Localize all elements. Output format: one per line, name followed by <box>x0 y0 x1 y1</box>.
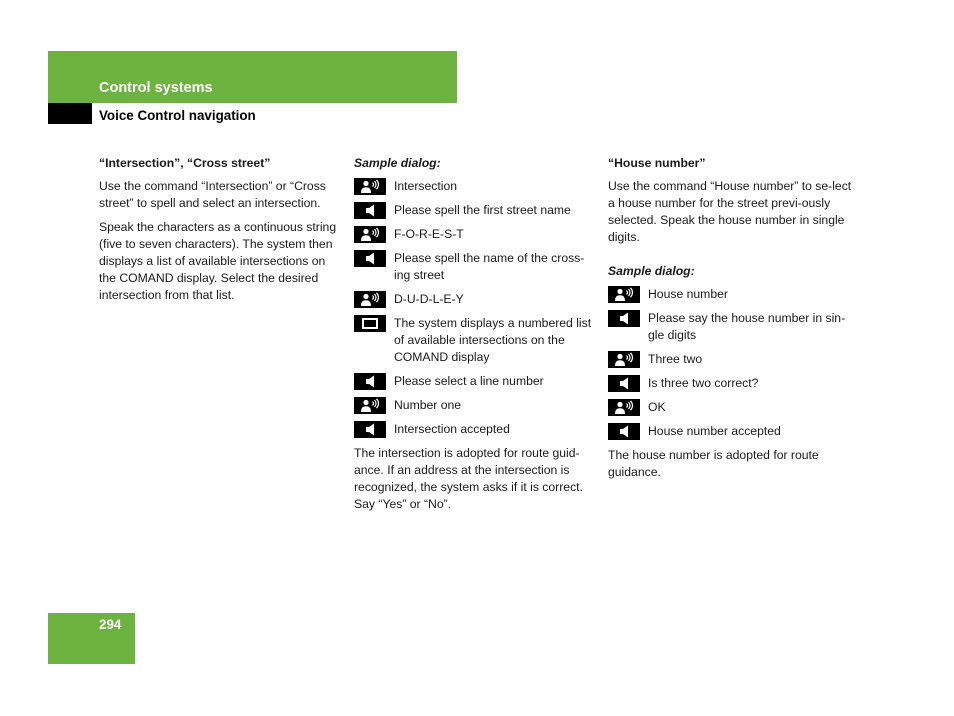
dialog-step <box>354 178 594 195</box>
dialog-list <box>354 178 594 438</box>
dialog-text: Number one <box>394 398 462 412</box>
dialog-text: The system displays a numbered list of available intersections on the COMAND display <box>394 316 592 364</box>
dialog-step <box>608 399 853 416</box>
dialog-step <box>608 351 853 368</box>
dialog-text: House number <box>648 287 728 301</box>
intersection-paragraph-1: Use the command “Intersection” or “Cross street” to spell and select an intersection. <box>99 179 326 210</box>
system-speaker-icon <box>354 250 386 267</box>
house-number-closing-text: The house number is adopted for route guidance. <box>608 448 819 479</box>
dialog-step <box>354 373 594 390</box>
black-tab-marker <box>48 103 92 124</box>
dialog-text: Please say the house number in sin-gle digits <box>648 311 846 342</box>
sample-dialog-heading: Sample dialog: <box>354 156 441 170</box>
user-speaking-icon <box>608 351 640 368</box>
intersection-heading: “Intersection”, “Cross street” <box>99 156 271 170</box>
section-title: Control systems <box>99 80 213 96</box>
user-speaking-icon <box>608 399 640 416</box>
dialog-step <box>354 226 594 243</box>
dialog-text: Three two <box>648 352 703 366</box>
user-speaking-icon <box>354 397 386 414</box>
page-number: 294 <box>99 617 122 632</box>
display-screen-icon <box>354 315 386 332</box>
column-intersection <box>99 155 339 311</box>
column-house-number <box>608 155 853 488</box>
dialog-step <box>354 421 594 438</box>
user-speaking-icon <box>354 178 386 195</box>
user-speaking-icon <box>608 286 640 303</box>
user-speaking-icon <box>354 226 386 243</box>
dialog-step <box>354 202 594 219</box>
house-number-paragraph: Use the command “House number” to se-lect a house number for the street previ-ously selected. Speak the house number in single digits. <box>608 179 852 244</box>
system-speaker-icon <box>608 310 640 327</box>
system-speaker-icon <box>608 423 640 440</box>
intersection-closing-text: The intersection is adopted for route guid-ance. If an address at the intersection is recognized, the system asks if it is correct. Say “Yes” or “No”. <box>354 446 583 511</box>
dialog-step <box>354 250 594 284</box>
system-speaker-icon <box>354 373 386 390</box>
dialog-text: Intersection <box>394 179 458 193</box>
house-number-heading: “House number” <box>608 156 706 170</box>
dialog-text: Is three two correct? <box>648 376 759 390</box>
sample-dialog-heading: Sample dialog: <box>608 264 695 278</box>
dialog-text: Please select a line number <box>394 374 544 388</box>
dialog-text: OK <box>648 400 666 414</box>
dialog-text: Intersection accepted <box>394 422 510 436</box>
column-sample-dialog-intersection <box>354 155 594 520</box>
dialog-step <box>354 291 594 308</box>
intersection-paragraph-2: Speak the characters as a continuous string (five to seven characters). The system then displays a list of available intersections on the COMAND display. Select the desired intersection from that list. <box>99 220 337 302</box>
dialog-text: House number accepted <box>648 424 781 438</box>
dialog-step <box>608 375 853 392</box>
system-speaker-icon <box>354 202 386 219</box>
system-speaker-icon <box>354 421 386 438</box>
dialog-step <box>608 423 853 440</box>
dialog-text: F-O-R-E-S-T <box>394 227 464 241</box>
dialog-text: D-U-D-L-E-Y <box>394 292 464 306</box>
dialog-list <box>608 286 853 440</box>
dialog-text: Please spell the first street name <box>394 203 571 217</box>
system-speaker-icon <box>608 375 640 392</box>
subsection-title: Voice Control navigation <box>99 108 256 123</box>
dialog-step <box>354 315 594 366</box>
dialog-text: Please spell the name of the cross-ing street <box>394 251 585 282</box>
dialog-step <box>608 310 853 344</box>
dialog-step <box>608 286 853 303</box>
page-number-box <box>48 613 135 664</box>
dialog-step <box>354 397 594 414</box>
user-speaking-icon <box>354 291 386 308</box>
